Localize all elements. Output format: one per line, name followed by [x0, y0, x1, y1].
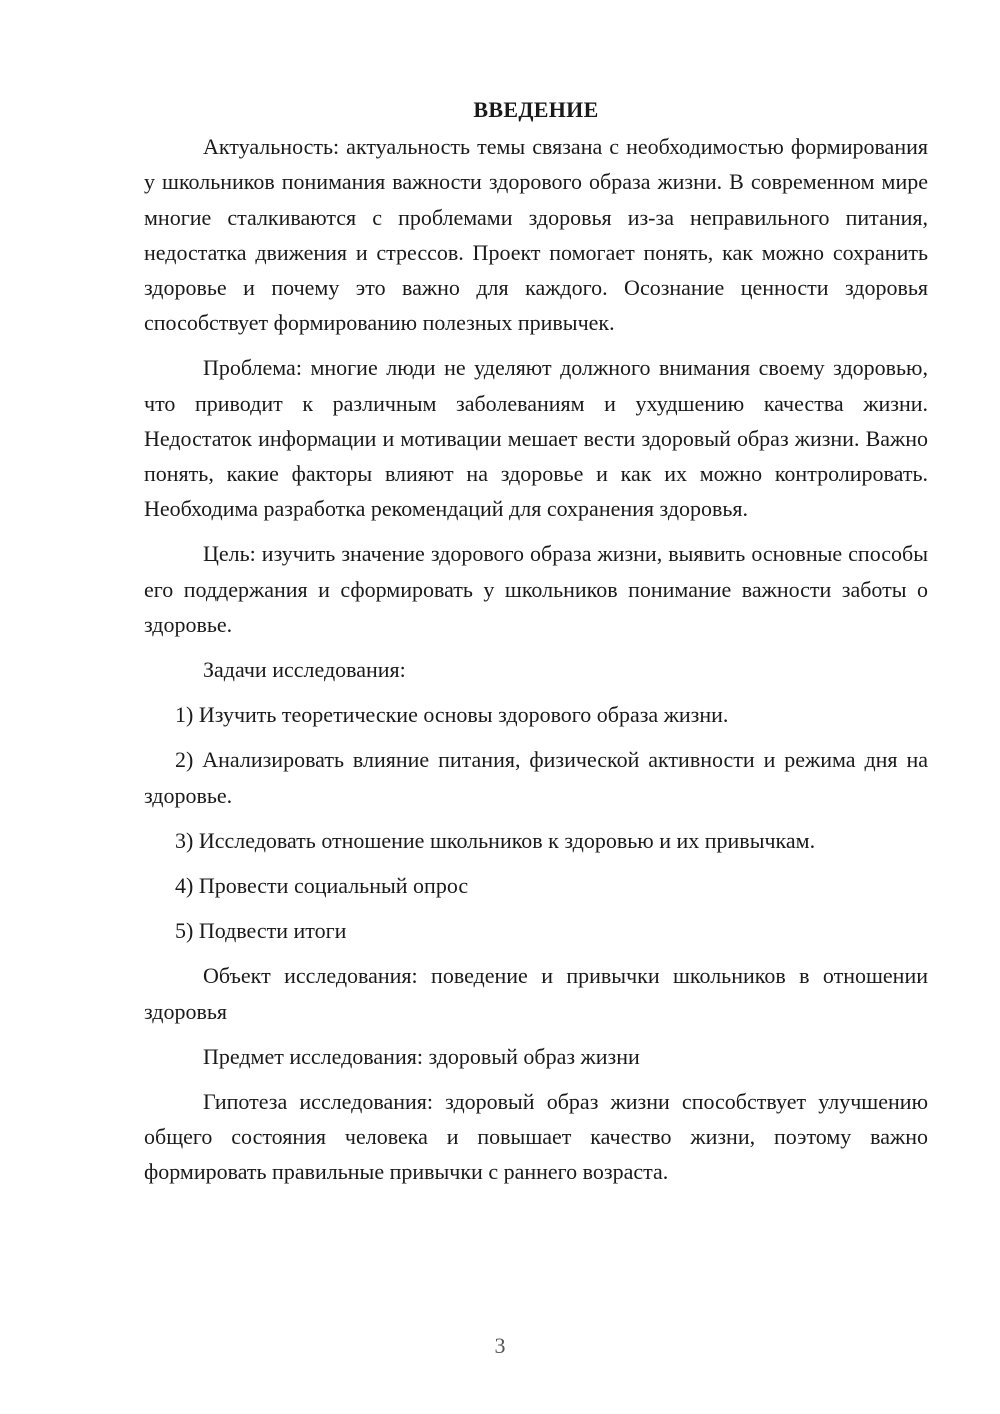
task-item-4: 4) Провести социальный опрос: [175, 873, 469, 899]
hypothesis-paragraph: Гипотеза исследования: здоровый образ жизни способствует улучшению общего состояния человека и повышает качество жизни, поэтому важно формировать правильные привычки с раннего возраста.: [144, 1089, 928, 1185]
relevance-paragraph: Актуальность: актуальность темы связана с необходимостью формирования у школьников понимания важности здорового образа жизни. В современном мире многие сталкиваются с проблемами здоровья из-за неправильного питания, недостатка движения и стрессов. Проект помогает понять, как можно сохранить здоровье и почему это важно для каждого. Осознание ценности здоровья способствует формированию полезных привычек.: [144, 134, 928, 336]
research-object-paragraph: Объект исследования: поведение и привычки школьников в отношении здоровья: [144, 963, 928, 1024]
goal-paragraph: Цель: изучить значение здорового образа жизни, выявить основные способы его поддержания и сформировать у школьников понимание важности заботы о здоровье.: [144, 541, 928, 637]
tasks-heading: Задачи исследования:: [203, 657, 406, 683]
problem-paragraph: Проблема: многие люди не уделяют должного внимания своему здоровью, что приводит к различным заболеваниям и ухудшению качества жизни. Недостаток информации и мотивации мешает вести здоровый образ жизни. Важно понять, какие факторы влияют на здоровье и как их можно контролировать. Необходима разработка рекомендаций для сохранения здоровья.: [144, 355, 928, 522]
task-item-5: 5) Подвести итоги: [175, 918, 347, 944]
page-number: 3: [494, 1333, 506, 1358]
page-content: [144, 92, 928, 1200]
task-item-3: 3) Исследовать отношение школьников к здоровью и их привычкам.: [175, 827, 816, 853]
section-title: ВВЕДЕНИЕ: [473, 97, 599, 122]
task-item-2: 2) Анализировать влияние питания, физической активности и режима дня на здоровье.: [144, 747, 928, 808]
task-item-1: 1) Изучить теоретические основы здорового образа жизни.: [175, 702, 729, 728]
research-subject-paragraph: Предмет исследования: здоровый образ жизни: [203, 1043, 640, 1069]
